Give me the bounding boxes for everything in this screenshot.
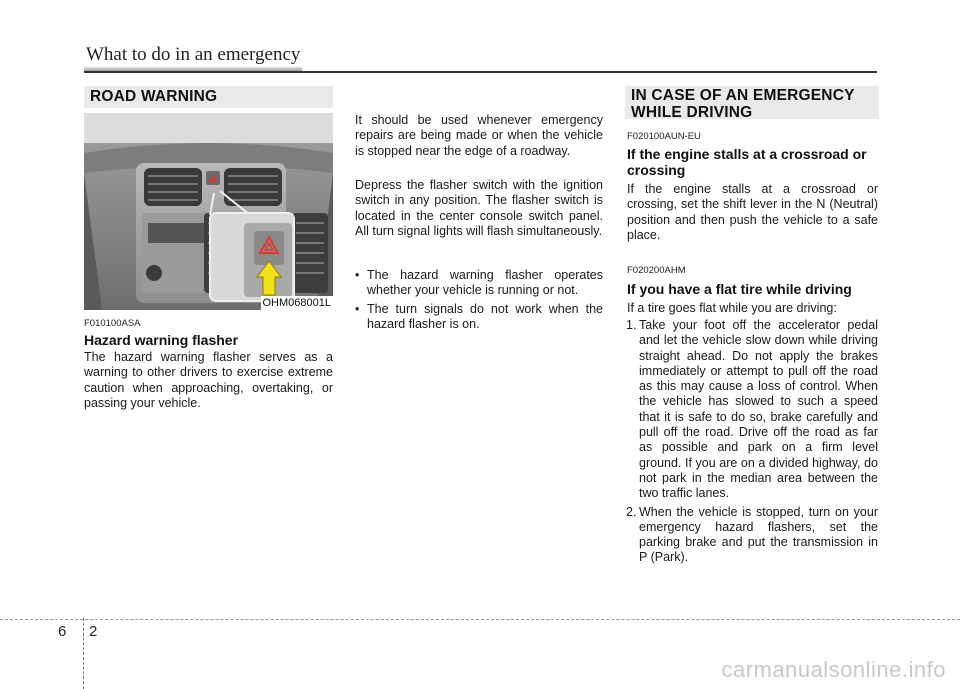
page-number: 2: [89, 623, 98, 640]
footer-divider: [83, 618, 85, 689]
paragraph-flat-tire-intro: If a tire goes flat while you are driving:: [627, 301, 837, 315]
subhead-flat-tire: If you have a flat tire while driving: [627, 281, 852, 297]
paragraph-usage: It should be used whenever emergency repairs are being made or when the vehicle is stopped near the edge of a roadway.: [355, 113, 603, 158]
section-title-road-warning: ROAD WARNING: [84, 86, 333, 108]
header-rule: [84, 71, 877, 73]
paragraph-hazard-flasher: The hazard warning flasher serves as a warning to other drivers to exercise extreme caution when approaching, overtaking, or passing your vehicle.: [84, 350, 333, 410]
section-title-line: IN CASE OF AN EMERGENCY: [631, 87, 855, 104]
step-number: 2.: [626, 504, 637, 519]
list-item: • The turn signals do not work when the hazard flasher is on.: [355, 302, 603, 333]
dashboard-illustration: [84, 113, 333, 310]
paragraph-engine-stalls: If the engine stalls at a crossroad or crossing, set the shift lever in the N (Neutral) position and then push the vehicle to a safe place.: [627, 182, 878, 242]
subhead-engine-stalls: If the engine stalls at a crossroad or crossing: [627, 146, 867, 178]
chapter-number: 6: [58, 623, 67, 640]
steps-list: [627, 318, 878, 569]
dashboard-figure: [84, 113, 333, 310]
doc-code: F010100ASA: [84, 318, 141, 329]
list-item: • The hazard warning flasher operates whether your vehicle is running or not.: [355, 268, 603, 299]
running-header: What to do in an emergency: [86, 44, 301, 65]
step-text: Take your foot off the accelerator pedal and let the vehicle slow down while driving straight ahead. Do not apply the brakes immediately or attempt to pull off the road as this may cause a loss of control. When the vehicle has slowed to such a speed that it is safe to do so, brake carefully and pull off the road. Drive off the road as far as possible and park on a firm level ground. If you are on a divided highway, do not park in the median area between the two traffic lanes.: [639, 318, 878, 501]
list-item: [627, 318, 878, 502]
doc-code: F020100AUN-EU: [627, 131, 701, 142]
bullet-list: [355, 268, 603, 335]
figure-label: OHM068001L: [262, 297, 331, 309]
list-item: [627, 505, 878, 566]
subhead-hazard-flasher: Hazard warning flasher: [84, 332, 239, 348]
section-title-emergency: [625, 86, 879, 119]
doc-code: F020200AHM: [627, 265, 686, 276]
step-number: 1.: [626, 318, 637, 332]
step-text: When the vehicle is stopped, turn on your emergency hazard flashers, set the parking brake and put the transmission in P (Park).: [639, 504, 878, 565]
footer-rule: [0, 619, 960, 620]
watermark: carmanualsonline.info: [721, 657, 946, 682]
paragraph-flasher-switch: Depress the flasher switch with the ignition switch in any position. The flasher switch is located in the center console switch panel. All turn signal lights will flash simultaneously.: [355, 178, 603, 238]
section-title-line: WHILE DRIVING: [631, 104, 753, 121]
